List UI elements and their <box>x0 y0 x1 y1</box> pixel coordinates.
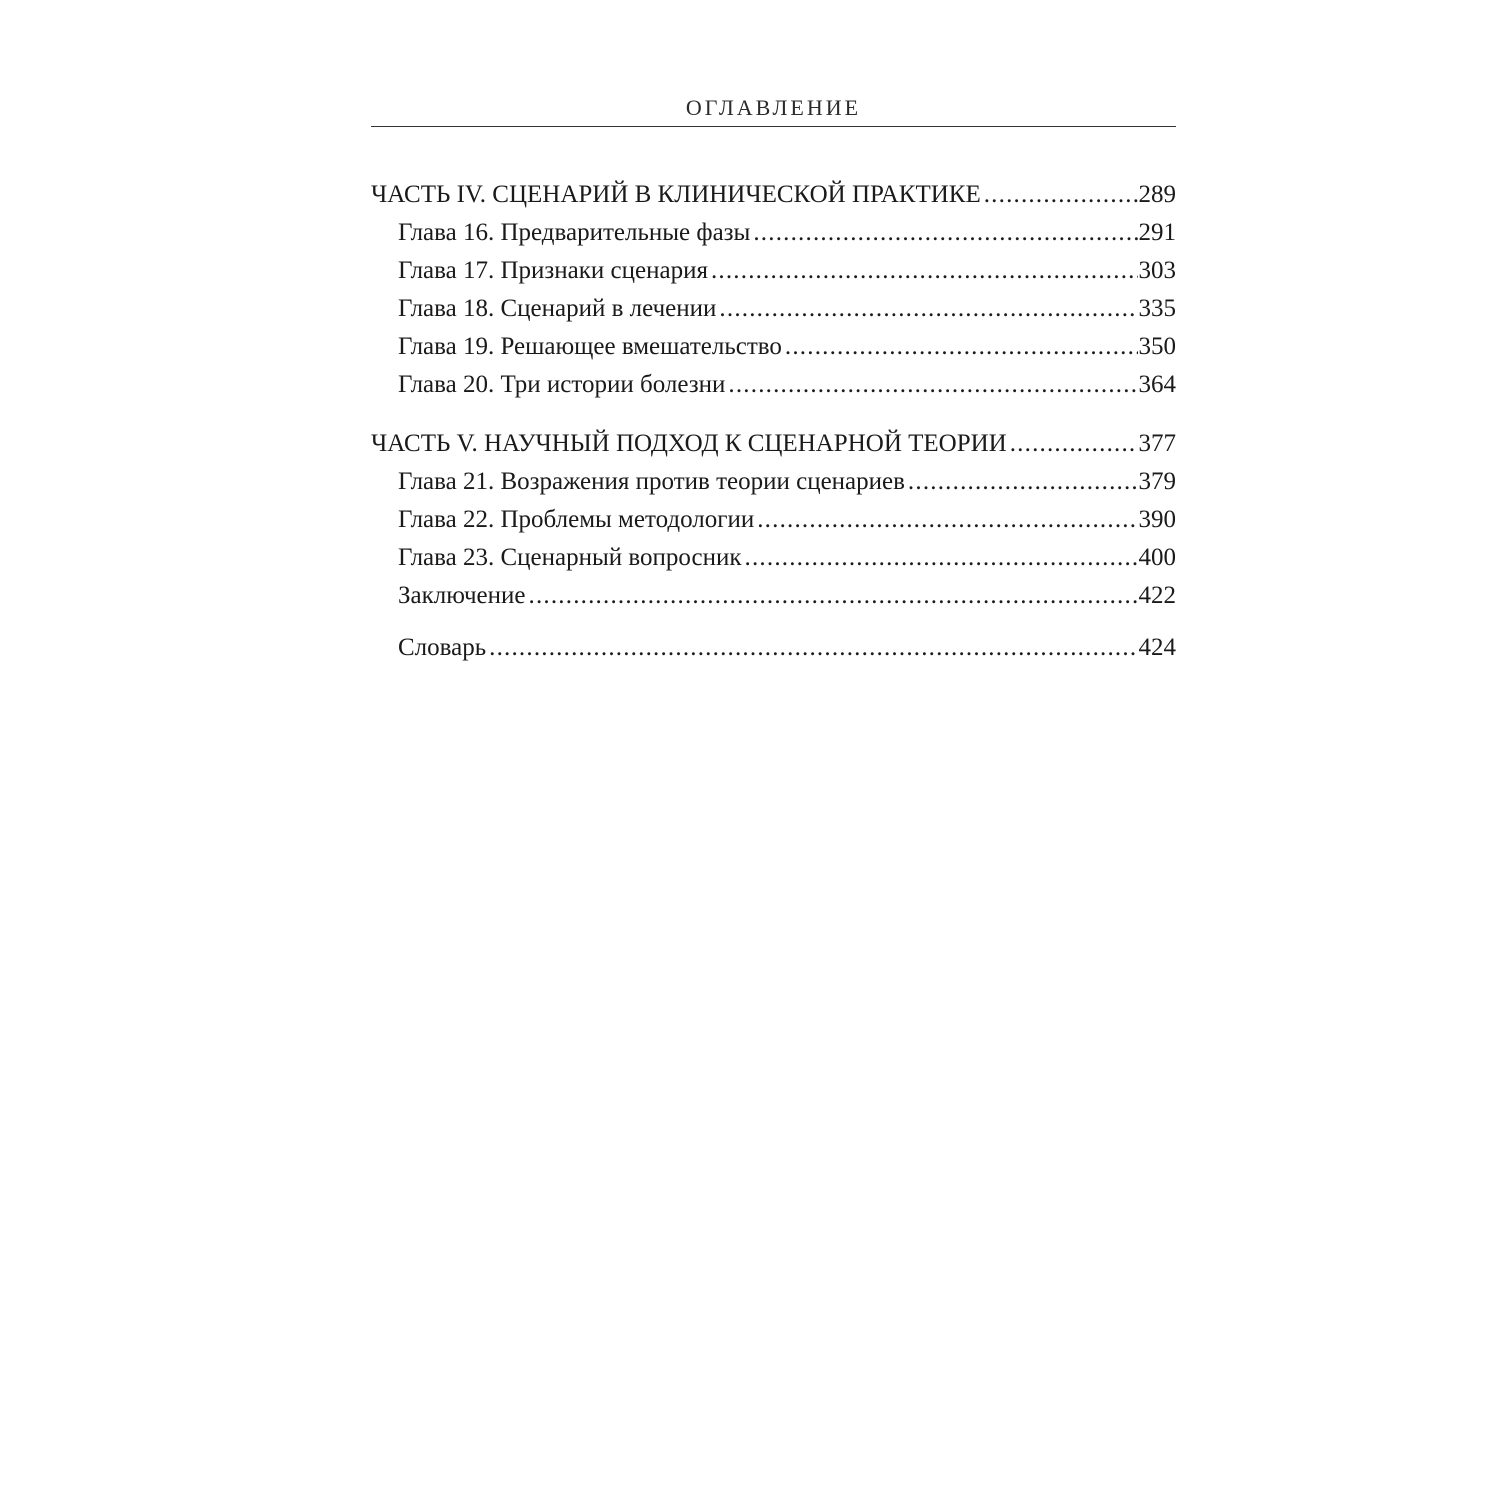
toc-chapter-title: Глава 18. Сценарий в лечении <box>398 295 717 322</box>
toc-chapter-16 <box>371 214 1176 252</box>
dot-leader <box>908 463 1138 501</box>
toc-chapter-22 <box>371 501 1176 539</box>
toc-page-number: 291 <box>1138 219 1176 246</box>
toc-page-number: 364 <box>1138 371 1176 398</box>
dot-leader <box>489 629 1137 667</box>
toc-chapter-title: Заключение <box>398 582 526 609</box>
toc-chapter-title: Глава 23. Сценарный вопросник <box>398 544 742 571</box>
toc-page-number: 377 <box>1138 430 1176 457</box>
toc-page-number: 303 <box>1138 257 1176 284</box>
running-head: ОГЛАВЛЕНИЕ <box>685 95 862 120</box>
toc-chapter-title: Словарь <box>398 634 487 661</box>
dot-leader <box>1010 425 1138 463</box>
dot-leader <box>753 214 1137 252</box>
toc-page-number: 379 <box>1138 468 1176 495</box>
dot-leader <box>984 176 1138 214</box>
toc-chapter-title: Глава 21. Возражения против теории сценариев <box>398 468 905 495</box>
toc-part-title: ЧАСТЬ IV. СЦЕНАРИЙ В КЛИНИЧЕСКОЙ ПРАКТИКЕ <box>371 181 981 208</box>
toc-chapter-title: Глава 19. Решающее вмешательство <box>398 333 782 360</box>
toc-chapter-21 <box>371 463 1176 501</box>
toc-page-number: 350 <box>1138 333 1176 360</box>
toc-conclusion <box>371 577 1176 615</box>
toc-part-5 <box>371 425 1176 463</box>
table-of-contents <box>371 176 1176 667</box>
dot-leader <box>728 366 1137 404</box>
toc-chapter-title: Глава 16. Предварительные фазы <box>398 219 751 246</box>
dot-leader <box>785 328 1138 366</box>
section-gap <box>371 615 1176 629</box>
toc-chapter-19 <box>371 328 1176 366</box>
toc-page-number: 400 <box>1138 544 1176 571</box>
toc-chapter-title: Глава 20. Три истории болезни <box>398 371 726 398</box>
toc-page-number: 390 <box>1138 506 1176 533</box>
dot-leader <box>757 501 1137 539</box>
toc-chapter-17 <box>371 252 1176 290</box>
toc-page-number: 424 <box>1138 634 1176 661</box>
toc-chapter-title: Глава 17. Признаки сценария <box>398 257 708 284</box>
toc-chapter-23 <box>371 539 1176 577</box>
dot-leader <box>529 577 1138 615</box>
header-rule <box>371 126 1176 127</box>
toc-chapter-title: Глава 22. Проблемы методологии <box>398 506 755 533</box>
toc-page-number: 289 <box>1138 181 1176 208</box>
toc-part-title: ЧАСТЬ V. НАУЧНЫЙ ПОДХОД К СЦЕНАРНОЙ ТЕОРИИ <box>371 430 1007 457</box>
dot-leader <box>745 539 1138 577</box>
toc-glossary <box>371 629 1176 667</box>
toc-chapter-20 <box>371 366 1176 404</box>
toc-part-4 <box>371 176 1176 214</box>
toc-page-number: 335 <box>1138 295 1176 322</box>
toc-page-number: 422 <box>1138 582 1176 609</box>
dot-leader <box>711 252 1138 290</box>
dot-leader <box>719 290 1137 328</box>
toc-chapter-18 <box>371 290 1176 328</box>
section-gap <box>371 404 1176 425</box>
